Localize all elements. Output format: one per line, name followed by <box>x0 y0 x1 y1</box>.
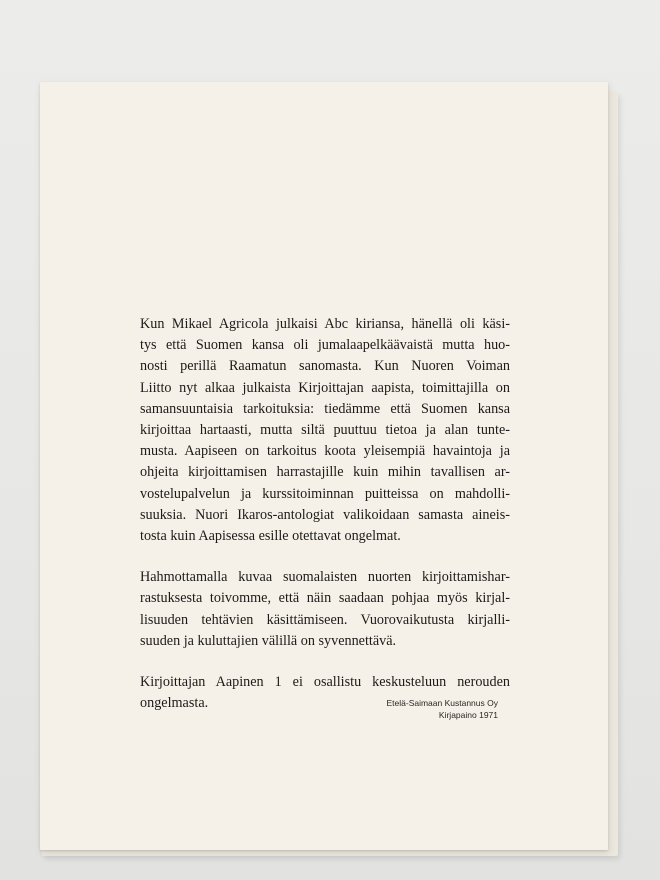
body-text <box>140 314 510 734</box>
text-line: ohjeita kirjoittamisen harrastajille kuin mihin tavallisen ar- <box>140 464 510 481</box>
text-line: Kun Mikael Agricola julkaisi Abc kiriansa, hänellä oli käsi- <box>140 316 510 332</box>
booklet-page <box>40 82 608 850</box>
text-line: vostelupalvelun ja kurssitoiminnan puitteissa on mahdolli- <box>140 485 510 502</box>
text-line: Liitto nyt alkaa julkaista Kirjoittajan aapista, toimittajilla on <box>140 379 510 396</box>
paragraph-purpose <box>140 567 510 652</box>
text-line: suuden ja kuluttajien välillä on syvennettävä. <box>140 632 397 649</box>
text-line: Kirjoittajan Aapinen 1 ei osallistu keskusteluun nerouden <box>140 674 510 691</box>
text-line: nosti perillä Raamatun sanomasta. Kun Nuoren Voiman <box>140 358 510 375</box>
text-line: ongelmasta. <box>140 695 209 712</box>
printer-line: Kirjapaino 1971 <box>438 709 498 720</box>
text-line: musta. Aapiseen on tarkoitus koota yleisempiä havaintoja ja <box>140 443 510 460</box>
text-line: tys että Suomen kansa oli jumalaapelkäävaistä mutta huo- <box>140 337 510 354</box>
text-line: kirjoittaa hartaasti, mutta siltä puuttuu tietoa ja alan tunte- <box>140 422 510 439</box>
text-line: suuksia. Nuori Ikaros-antologiat valikoidaan samasta aineis- <box>140 506 510 523</box>
publisher-imprint <box>386 698 498 721</box>
text-line: lisuuden tehtävien käsittämiseen. Vuorovaikutusta kirjalli- <box>140 611 510 628</box>
text-line: tosta kuin Aapisessa esille otettavat ongelmat. <box>140 528 401 545</box>
text-line: samansuuntaisia tarkoituksia: tiedämme että Suomen kansa <box>140 400 510 417</box>
text-line: Hahmottamalla kuvaa suomalaisten nuorten kirjoittamishar- <box>140 569 510 586</box>
publisher-name: Etelä-Saimaan Kustannus Oy <box>386 698 498 708</box>
paragraph-intro <box>140 314 510 547</box>
text-line: rastuksesta toivomme, että näin saadaan pohjaa myös kirjal- <box>140 590 510 607</box>
